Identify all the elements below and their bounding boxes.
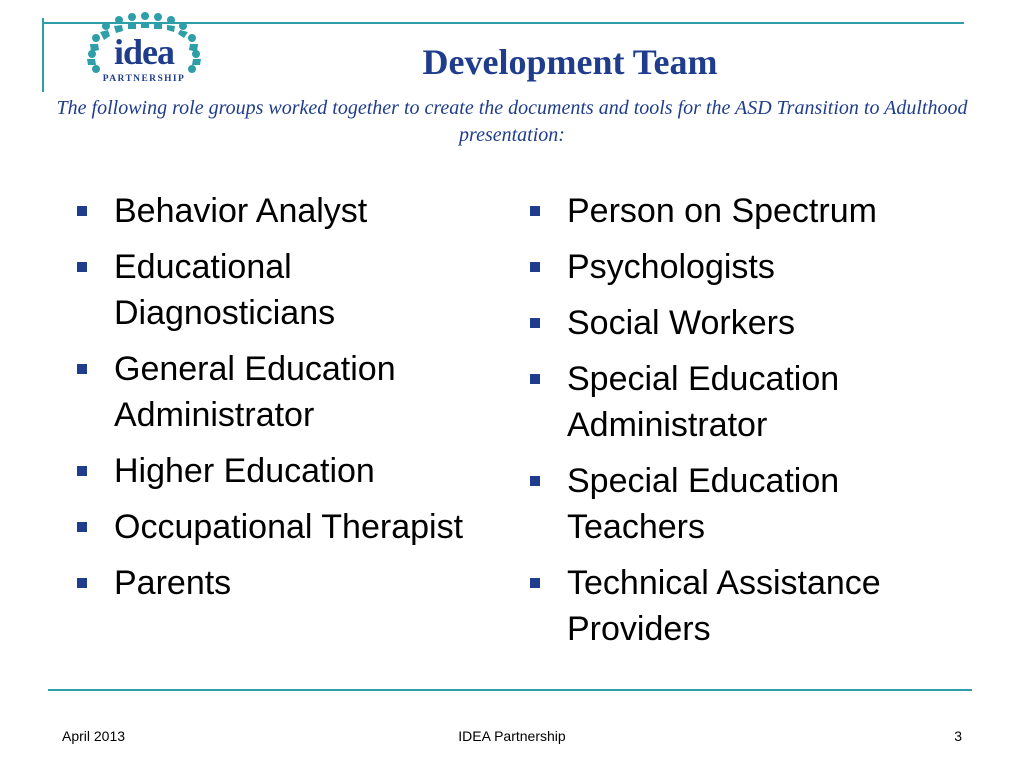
footer-date: April 2013 — [62, 728, 126, 744]
page-number: 3 — [954, 728, 962, 744]
square-bullet-icon — [77, 206, 87, 216]
left-role-list — [74, 188, 474, 616]
list-item — [74, 560, 474, 606]
square-bullet-icon — [530, 578, 540, 588]
square-bullet-icon — [530, 262, 540, 272]
square-bullet-icon — [77, 466, 87, 476]
square-bullet-icon — [77, 364, 87, 374]
square-bullet-icon — [77, 578, 87, 588]
list-item-text: Person on Spectrum — [567, 192, 877, 230]
slide-title: Development Team — [422, 42, 718, 82]
square-bullet-icon — [530, 374, 540, 384]
logo-wordmark: idea — [113, 32, 174, 72]
slide-subtitle: The following role groups worked together to create the documents and tools for the ASD Transition to Adulthood presentation: — [56, 97, 968, 146]
list-item — [527, 300, 967, 346]
logo-subtitle: PARTNERSHIP — [102, 74, 186, 84]
list-item-text: Social Workers — [567, 304, 795, 342]
list-item — [527, 458, 967, 550]
footer-organization: IDEA Partnership — [458, 728, 566, 744]
list-item-text: Special Education Teachers — [567, 462, 840, 546]
list-item — [527, 560, 967, 652]
list-item-text: Behavior Analyst — [114, 192, 368, 230]
frame-vertical-rule — [42, 18, 44, 92]
list-item-text: Psychologists — [567, 248, 775, 286]
list-item — [74, 448, 474, 494]
list-item-text: Occupational Therapist — [114, 508, 464, 546]
list-item — [527, 188, 967, 234]
list-item — [74, 244, 474, 336]
list-item-text: Educational Diagnosticians — [114, 248, 336, 332]
square-bullet-icon — [530, 476, 540, 486]
list-item — [527, 356, 967, 448]
list-item-text: Technical Assistance Providers — [567, 564, 881, 648]
list-item-text: General Education Administrator — [114, 350, 396, 434]
square-bullet-icon — [530, 206, 540, 216]
list-item — [74, 504, 474, 550]
list-item-text: Higher Education — [114, 452, 375, 490]
list-item — [74, 188, 474, 234]
list-item-text: Special Education Administrator — [567, 360, 840, 444]
list-item — [74, 346, 474, 438]
square-bullet-icon — [530, 318, 540, 328]
right-role-list — [527, 188, 967, 662]
list-item — [527, 244, 967, 290]
square-bullet-icon — [77, 262, 87, 272]
list-item-text: Parents — [114, 564, 232, 602]
footer-divider — [48, 689, 972, 691]
square-bullet-icon — [77, 522, 87, 532]
idea-partnership-logo — [84, 12, 204, 94]
